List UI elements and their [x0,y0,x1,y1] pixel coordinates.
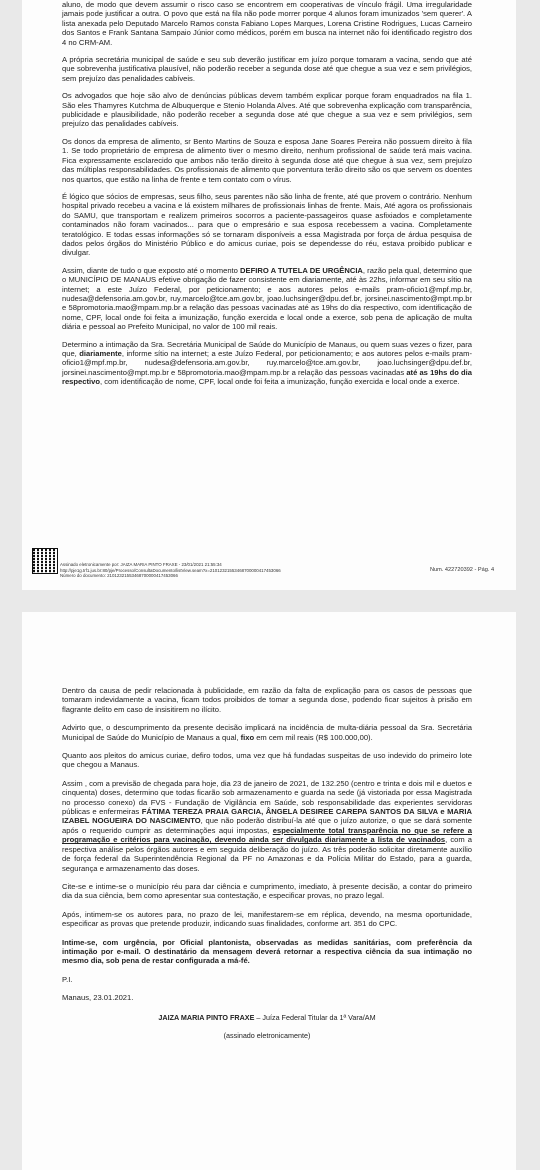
paragraph-multa: Advirto que, o descumprimento da presente decisão implicará na incidência de multa-diária pessoal da Sra. Secretária Municipal de Saúde do Município de Manaus a qual, fixo em cem mil reais (R$ 100.000,00). [62,723,472,742]
paragraph: Quanto aos pleitos do amicus curiae, defiro todos, uma vez que há fundadas suspeitas de uso indevido do primeiro lote que chegou a Manaus. [62,751,472,770]
signature-note: (assinado eletronicamente) [223,1030,311,1040]
paragraph-intimacao: Determino a intimação da Sra. Secretária Municipal de Saúde do Município de Manaus, ou quem suas vezes o fizer, para que, diariamente, informe sítio na internet; a este Juízo Federal, por peticionamento; e aos autores pelos e-mails pram-oficio1@mpf.mp.br, nudesa@defensoria.am.gov.br, ruy.marcelo@tce.am.gov.br, joao.luchsinger@dpu.def.br, jorsinei.nascimento@mpt.mp.br e 58promotoria.mao@mpam.mp.br a relação das pessoas vacinadas até as 19hs do dia respectivo, com identificação de nome, CPF, local onde foi feita a imunização, função exercida e local onde a exerce. [62,339,473,387]
paragraph-doses: Assim , com a previsão de chegada para hoje, dia 23 de janeiro de 2021, de 132.250 (centro e trinta e dois mil e duetos e cinquenta) doses, determino que todas ficarão sob armazenamento e guarda na sede (já vistoriada por essa Magistrada no processo conexo) da FVS - Fundação de Vigilância em Saúde, sob responsabilidade das experientes servidoras públicas e enfermeiras FÁTIMA TEREZA PRAIA GARCIA, ÂNGELA DESIREE CAREPA SANTOS DA SILVA e MARIA IZABEL NOGUEIRA DO NASCIMENTO, que não poderão distribuí-la até que o juízo autorize, o que se dará somente após o requerido cumprir as determinações aqui impostas, especialmente total transparência no que se refere a programação e critérios para vacinação, devendo ainda ser divulgada diariamente a lista de vacinados, com a respectiva análise pelos órgãos autores e em seguida deliberação do juízo. As três poderão solicitar diretamente auxílio de força federal da Superintendência Regional da PF no Amazonas e da Polícia Militar do Estado, para a guarda, segurança e armazenamento das doses. [62,778,472,873]
signature-metadata: Assinado eletronicamente por: JAIZA MARIA PINTO FRAXE - 23/01/2021 21:55:34 http://pje1g.trf1.jus.br:80/pje/Processo/ConsultaDocumento/listView.seam?x=21012321553468700000417453066 Número do documento: 21012321553468700000417453066 [60,562,281,579]
page-1-text [62,0,472,395]
document-page-2 [22,612,516,1170]
qr-code-icon [32,548,58,574]
paragraph: aluno, de modo que devem assumir o risco caso se encontrem em cooperativas de vínculo frágil. Uma irregularidade jamais pode justificar a outra. O povo que está na fila não pode morrer porque 4 alunos foram imunizados 'sem querer'. A lista anexada pelo Deputado Marcelo Ramos consta Fabiano Lopes Marques, Lorena Cristine Rodrigues, Lucas Carneiro dos Santos e Frank Santana Sampaio Júnior como médicos, porém em busca na internet não foi identificado registro dos 4 no CRM-AM. [62,0,472,47]
paragraph: Dentro da causa de pedir relacionada à publicidade, em razão da falta de explicação para os casos de pessoas que tomaram indevidamente a vacina, ficam todos proibidos de tomar a segunda dose, podendo ficar sujeitos à prisão em flagrante delito em caso de insisitirem no ilícito. [62,686,472,714]
paragraph: Os advogados que hoje são alvo de denúncias públicas devem também explicar porque foram enquadrados na fila 1. São eles Thamyres Kutchma de Albuquerque e Stenio Holanda Alves. Até que sobrevenha explicação com transparência, publicidade e plausibilidade, não poderão receber a segunda dose até que chegue a sua vez e sem privilégios, sem prejuízo das penalidades cabíveis. [62,91,472,129]
document-page-1 [22,0,516,590]
paragraph: Os donos da empresa de alimento, sr Bento Martins de Souza e esposa Jane Soares Pereira não possuem direito à fila 1. Se todo proprietário de empresa de alimento tiver o mesmo direito, nenhum profissional de saúde terá mais vacina. Fica expressamente esclarecido que ambos não terão direito à segunda dose até que chegue à sua vez, sem prejuízo das múltiplas responsabilidades. Os profissionais de alimento que porventura terão direito são os que servem os doentes nos quartos, que estão na linha de frente e tem contato com o vírus. [62,136,472,184]
paragraph: Após, intimem-se os autores para, no prazo de lei, manifestarem-se em réplica, devendo, na mesma oportunidade, especificar as provas que pretende produzir, indicando suas finalidades, conforme art. 351 do CPC. [62,909,472,929]
paragraph-tutela: Assim, diante de tudo o que exposto até o momento DEFIRO A TUTELA DE URGÊNCIA, razão pela qual, determino que o MUNICÍPIO DE MANAUS efetive obrigação de fazer consistente em diariamente, até às 22hs, informar em seu sítio na internet; a este Juízo Federal, por peticionamento; e aos autores pelos e-mails pram-oficio1@mpf.mp.br, nudesa@defensoria.am.gov.br, ruy.marcelo@tce.am.gov.br, joao.luchsinger@dpu.def.br, jorsinei.nascimento@mpt.mp.br e 58promotoria.mao@mpam.mp.br a relação das pessoas vacinadas até as 19hs do dia respectivo, com identificação de nome, CPF, local onde foi feita a imunização, função exercida e local onde a exerce, sob pena de aplicação de multa diária e pessoal ao Prefeito Municipal, no valor de 100 mil reais. [62,265,472,332]
page-2-text [62,686,472,1049]
closing-date: Manaus, 23.01.2021. [62,993,134,1003]
page-number: Num. 422720392 - Pág. 4 [430,567,495,573]
paragraph: A própria secretária municipal de saúde e seu sub deverão justificar em juízo porque tomaram a vacina, sendo que até que sobrevenha justificativa plausível, não poderão receber a segunda dose até que chegue a sua vez e sem privilégios, sem prejuízo das penalidades cabíveis. [62,55,472,83]
closing-pi: P.I. [62,974,73,984]
paragraph-intime: Intime-se, com urgência, por Oficial plantonista, observadas as medidas sanitárias, com preferência da intimação por e-mail. O destinatário da mensagem deverá retornar a respectiva ciência da sua intimação no mesmo dia, sob pena de restar configurada a má-fé. [62,937,472,966]
signature-line: JAIZA MARIA PINTO FRAXE – Juíza Federal Titular da 1ª Vara/AM [158,1012,376,1022]
paragraph: Cite-se e intime-se o município réu para dar ciência e cumprimento, imediato, à presente decisão, a contar do primeiro dia da sua ciência, bem como apresentar sua contestação, e especificar provas, no prazo legal. [62,881,472,901]
paragraph: É lógico que sócios de empresas, seus filho, seus parentes não são linha de frente, até que provem o contrário. Nenhum hospital privado recebeu a vacina e lá existem milhares de profissionais linhas de frente. Mais, Até agora os profissionais do SAMU, que transportam e realizem primeiros socorros a paciente-passageiros quase asfixiados e completamente contaminados não foram vacinados... para que o empresário e sua esposa recebessem a vacina. Completamente teratológico. E todas essas informações só se tornaram disponíveis a essa Magistrada por força de árdua pesquisa de dados pelos órgãos do Ministério Público e do amicus curiae, pois se dependesse do réu, estava proibido publicar e divulgar. [62,191,472,258]
